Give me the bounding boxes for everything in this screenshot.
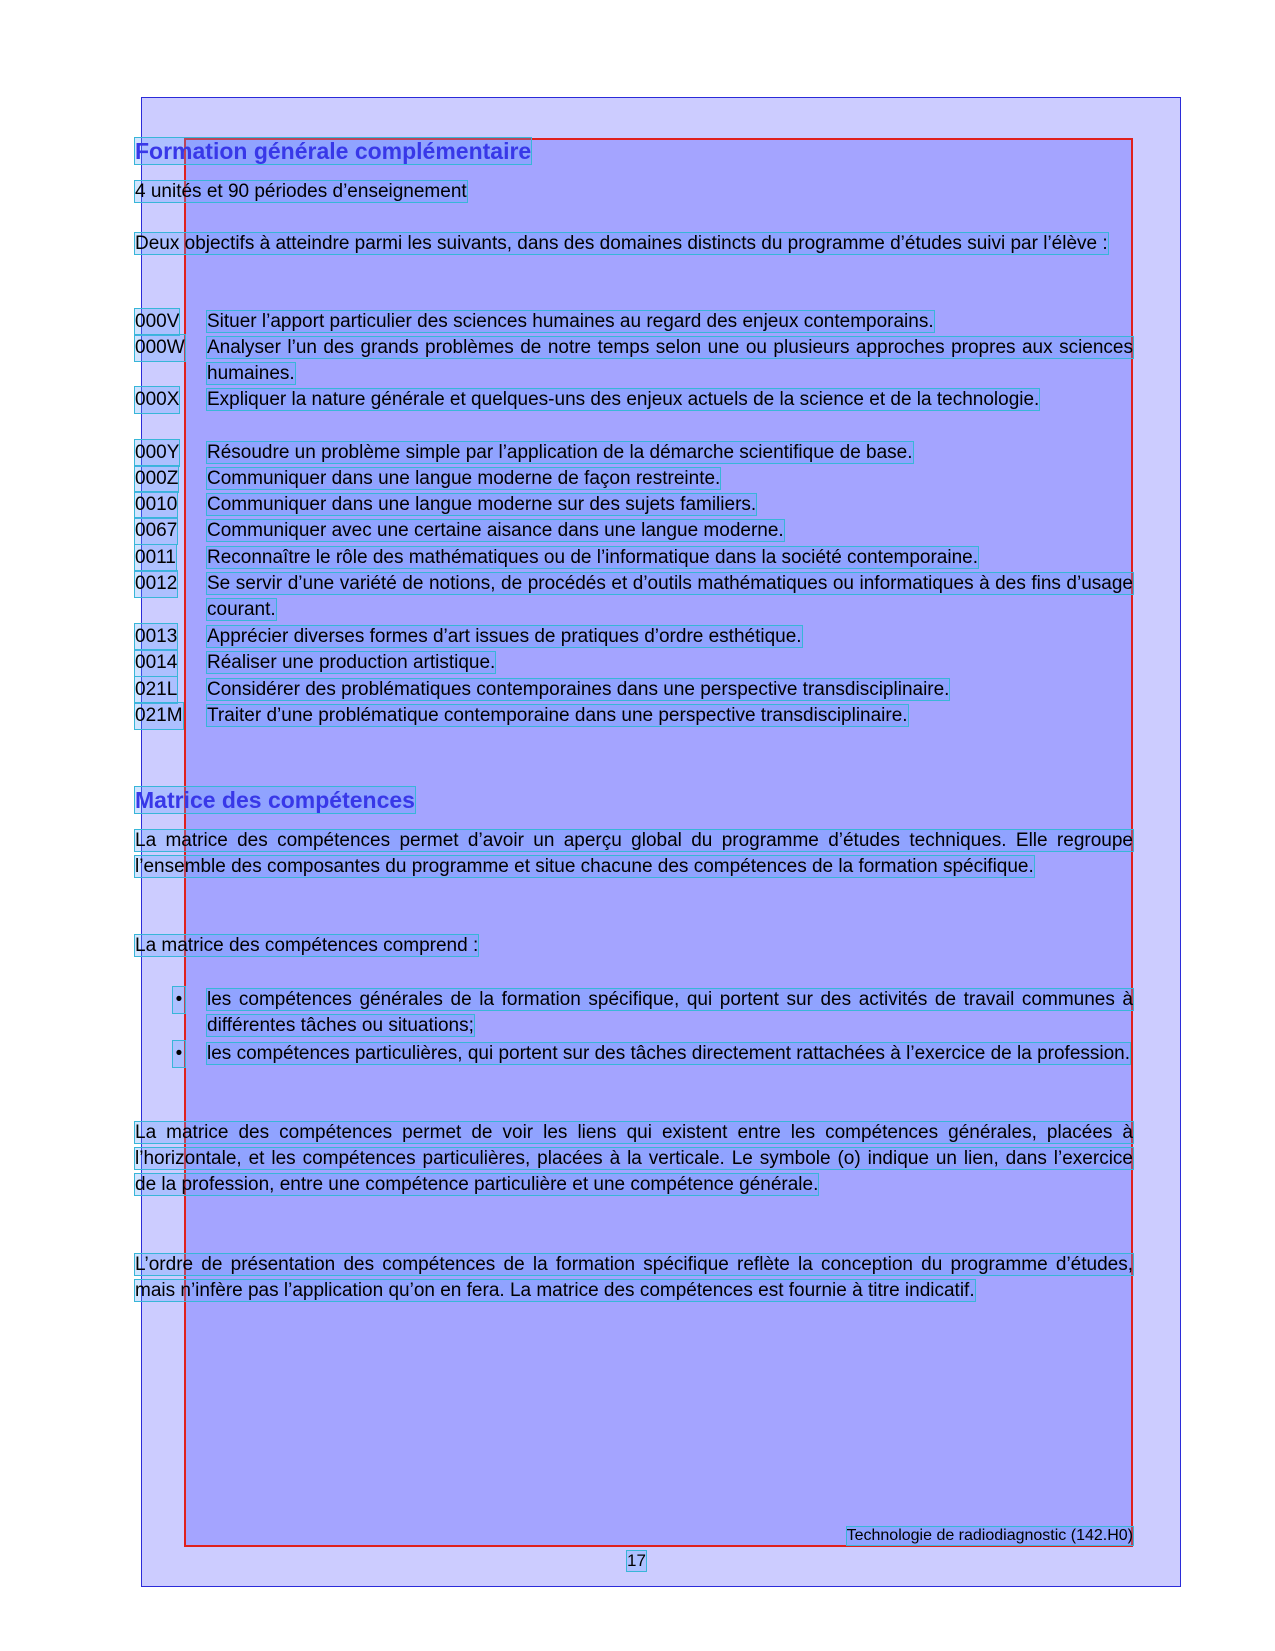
objective-code: 0011 — [135, 545, 176, 571]
objective-text: Considérer des problématiques contemporaines dans une perspective transdisciplinaire. — [207, 679, 950, 700]
objective-code: 000X — [135, 387, 179, 413]
objective-text: Résoudre un problème simple par l’application de la démarche scientifique de base. — [207, 442, 913, 463]
objective-code: 021L — [135, 677, 177, 703]
objective-code: 000W — [135, 335, 185, 361]
matrice-paragraph-4 — [135, 1252, 1133, 1304]
objective-text: Réaliser une production artistique. — [207, 652, 496, 673]
bullet-icon: • — [173, 987, 185, 1013]
objective-text: Traiter d’une problématique contemporaine dans une perspective transdisciplinaire. — [207, 705, 908, 726]
bullet-text: les compétences particulières, qui portent sur des tâches directement rattachées à l’exercice de la profession. — [207, 1043, 1131, 1064]
paragraph-text: La matrice des compétences comprend : — [135, 935, 479, 956]
heading-text: Matrice des compétences — [135, 787, 415, 813]
objective-text: Communiquer dans une langue moderne sur des sujets familiers. — [207, 494, 757, 515]
objective-code: 000V — [135, 309, 179, 335]
section-subtitle — [135, 179, 1133, 205]
objective-text: Expliquer la nature générale et quelques-uns des enjeux actuels de la science et de la technologie. — [207, 389, 1040, 410]
matrice-paragraph-1 — [135, 828, 1133, 880]
objective-code: 0013 — [135, 624, 177, 650]
objective-text: Se servir d’une variété de notions, de procédés et d’outils mathématiques ou informatiques à des fins d’usage courant. — [207, 573, 1133, 621]
objective-text: Reconnaître le rôle des mathématiques ou de l’informatique dans la société contemporaine. — [207, 547, 979, 568]
bullet-text: les compétences générales de la formation spécifique, qui portent sur des activités de travail communes à différentes tâches ou situations; — [207, 989, 1133, 1037]
objective-text: Communiquer dans une langue moderne de façon restreinte. — [207, 468, 721, 489]
objective-text: Communiquer avec une certaine aisance dans une langue moderne. — [207, 520, 784, 541]
objective-code: 0067 — [135, 518, 177, 544]
objective-text: Analyser l’un des grands problèmes de notre temps selon une ou plusieurs approches propres aux sciences humaines. — [207, 337, 1133, 385]
objective-code: 000Z — [135, 466, 178, 492]
matrice-paragraph-3 — [135, 1120, 1133, 1199]
objective-code: 0012 — [135, 571, 177, 597]
objective-code: 021M — [135, 703, 183, 729]
paragraph-text: L’ordre de présentation des compétences de la formation spécifique reflète la conception du programme d’études, mais n’infère pas l’application qu’on en fera. La matrice des compétences est fournie à titre indicatif. — [135, 1254, 1133, 1302]
heading-text: Formation générale complémentaire — [135, 138, 532, 164]
objective-code: 0010 — [135, 492, 177, 518]
objective-code: 000Y — [135, 440, 179, 466]
bullet-icon: • — [173, 1041, 185, 1067]
objective-code: 0014 — [135, 650, 177, 676]
footer-document-title: Technologie de radiodiagnostic (142.H0) — [846, 1527, 1133, 1544]
section-title-matrice — [135, 786, 415, 814]
paragraph-text: La matrice des compétences permet d’avoir un aperçu global du programme d’études techniques. Elle regroupe l’ensemble des composantes du programme et situe chacune des compétences de la formation spécifique. — [135, 830, 1133, 878]
matrice-paragraph-2 — [135, 933, 1133, 959]
intro-text: Deux objectifs à atteindre parmi les suivants, dans des domaines distincts du programme d’études suivi par l’élève : — [135, 233, 1108, 254]
objective-text: Situer l’apport particulier des sciences humaines au regard des enjeux contemporains. — [207, 311, 934, 332]
intro-paragraph — [135, 231, 1133, 257]
subtitle-text: 4 unités et 90 périodes d’enseignement — [135, 181, 467, 202]
objective-text: Apprécier diverses formes d’art issues de pratiques d’ordre esthétique. — [207, 626, 802, 647]
page-number: 17 — [627, 1551, 646, 1570]
paragraph-text: La matrice des compétences permet de voir les liens qui existent entre les compétences générales, placées à l’horizontale, et les compétences particulières, placées à la verticale. Le symbole (o) indique un lien, dans l’exercice de la profession, entre une compétence particulière et une compétence générale. — [135, 1122, 1133, 1196]
section-title-formation — [135, 137, 531, 165]
